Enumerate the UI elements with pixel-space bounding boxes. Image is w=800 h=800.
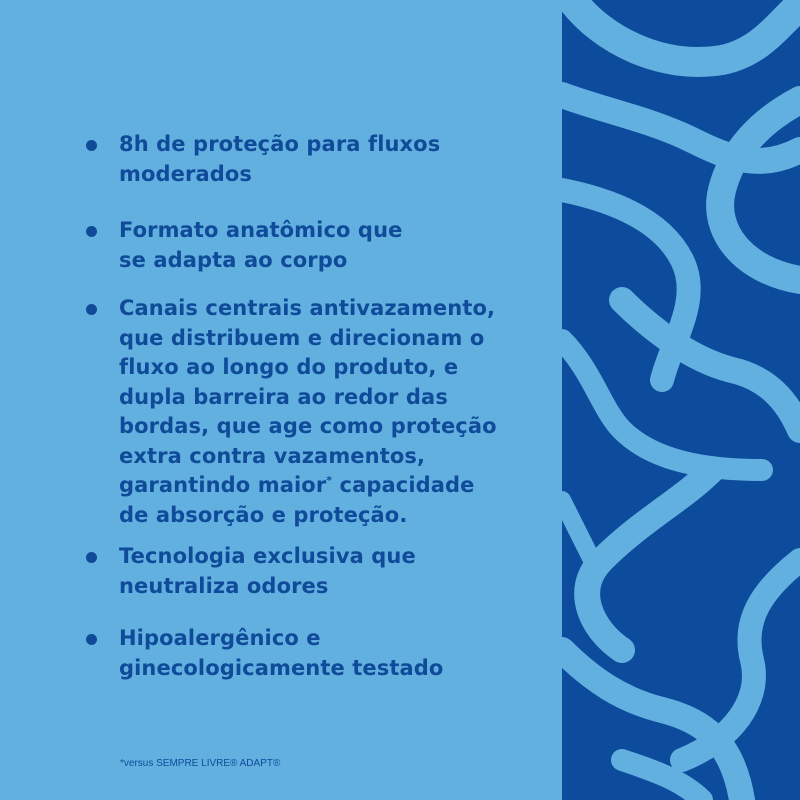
- bullet-text: [119, 294, 497, 530]
- bullet-text: 8h de proteção para fluxos moderados: [119, 132, 441, 186]
- bullet-text: Formato anatômico que se adapta ao corpo: [119, 218, 403, 272]
- bullet-dot-icon: [86, 226, 97, 237]
- wave-pattern-icon: [562, 0, 800, 800]
- wave-stroke: [622, 300, 800, 430]
- bullet-dot-icon: [86, 552, 97, 563]
- list-item: [84, 130, 440, 189]
- bullet-text-part: capacidade de absorção e proteção.: [119, 473, 475, 527]
- footnote-marker: *: [326, 474, 333, 487]
- list-item: [84, 624, 443, 683]
- list-item: [84, 542, 416, 601]
- list-item: [84, 294, 497, 530]
- decorative-panel: [562, 0, 800, 800]
- bullet-dot-icon: [86, 140, 97, 151]
- bullet-dot-icon: [86, 634, 97, 645]
- wave-stroke: [572, 0, 800, 62]
- bullet-dot-icon: [86, 304, 97, 315]
- bullet-text: Tecnologia exclusiva que neutraliza odores: [119, 544, 416, 598]
- wave-stroke: [587, 470, 712, 650]
- bullet-text-part: Canais centrais antivazamento, que distribuem e direcionam o fluxo ao longo do produto, e dupla barreira ao redor das bordas, que age como proteção extra contra vazamentos, garantindo maior: [119, 296, 497, 497]
- list-item: [84, 216, 402, 275]
- wave-stroke: [562, 500, 592, 560]
- wave-stroke: [720, 100, 800, 280]
- footnote: *versus SEMPRE LIVRE® ADAPT®: [120, 758, 281, 769]
- bullet-text: Hipoalergênico e ginecologicamente testado: [119, 626, 444, 680]
